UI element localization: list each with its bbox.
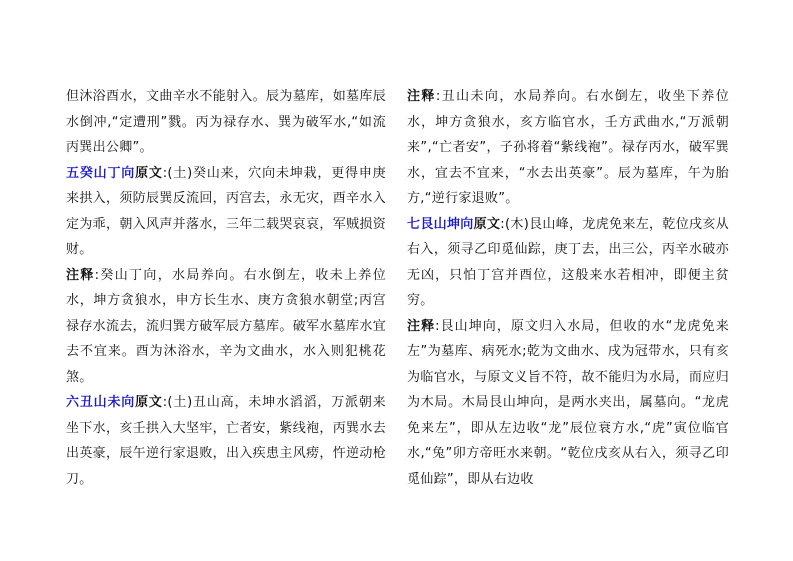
section-title: 六丑山未向 xyxy=(66,395,136,410)
section-wugui-original xyxy=(66,161,386,263)
section-title: 七艮山坤向 xyxy=(407,216,474,232)
section-qigen-note xyxy=(407,314,729,493)
left-column xyxy=(66,84,386,492)
paragraph-continuation xyxy=(66,84,386,161)
original-label: 原文 xyxy=(135,165,163,181)
note-label: 注释 xyxy=(407,89,436,104)
note-label: 注释 xyxy=(407,318,436,334)
right-column xyxy=(407,84,729,492)
note-text: :丑山未向，水局养向。右水倒左，收坐下养位水，坤方贪狼水，亥方临官水，壬方武曲水,“万派朝来”,“亡者安”，子孙将着“紫线袍”。禄存丙水，破军巽水，宜去不宜来，“水去出英豪”。辰为墓库，午为胎方,“逆行家退败”。 xyxy=(407,89,729,206)
note-text: :癸山丁向，水局养向。右水倒左，收未上养位水，坤方贪狼水，申方长生水、庚方贪狼水朝堂;丙宫禄存水流去，流归巽方破军辰方墓库。破军水墓库水宜去不宜来。酉为沐浴水，辛为文曲水，水入则犯桃花煞。 xyxy=(66,267,386,385)
section-wugui-note xyxy=(66,263,386,391)
note-label: 注释 xyxy=(66,267,95,283)
section-qigen-original xyxy=(407,212,729,314)
original-text: :(土)癸山来，穴向未坤栽，更得申庚来拱入，须防辰巽反流回，丙宫去，永无灾，酉辛水入定为乖，朝入风声并落水，三年二载哭哀哀，军贼损资财。 xyxy=(66,165,386,257)
original-label: 原文 xyxy=(135,395,163,410)
original-text: :(土)丑山高，未坤水滔滔，万派朝来坐下水，亥壬拱入大坚牢，亡者安，紫线袍，丙巽水去出英豪，辰午逆行家退败，出入疾患主风痨，忤逆动枪刀。 xyxy=(66,395,386,487)
section-liuchou-original xyxy=(66,390,386,492)
paragraph-text: 但沐浴酉水，文曲辛水不能射入。辰为墓库，如墓库辰水倒冲,“定遭刑”戮。丙为禄存水、巽为破军水,“如流丙巽出公卿”。 xyxy=(66,89,386,155)
section-liuchou-note xyxy=(407,84,729,212)
original-text: :(木)艮山峰，龙虎免来左，乾位戌亥从右入，须寻乙印觅仙踪，庚丁去，出三公，丙辛水破亦无凶，只怕丁宫并酉位，这般来水若相冲，即便主贫穷。 xyxy=(407,216,729,308)
original-label: 原文 xyxy=(473,216,501,232)
section-title: 五癸山丁向 xyxy=(66,165,136,181)
note-text: :艮山坤向，原文归入水局，但收的水“龙虎免来左”为墓库、病死水;乾为文曲水、戌为冠带水，只有亥为临官水，与原文义旨不符，故不能归为水局，而应归为木局。木局艮山坤向，是两水夹出，属墓向。“龙虎免来左”，即从左边收“龙”辰位衰方水,“虎”寅位临官水,“兔”卯方帝旺水来朝。“乾位戌亥从右入，须寻乙印觅仙踪”，即从右边收 xyxy=(407,318,729,487)
